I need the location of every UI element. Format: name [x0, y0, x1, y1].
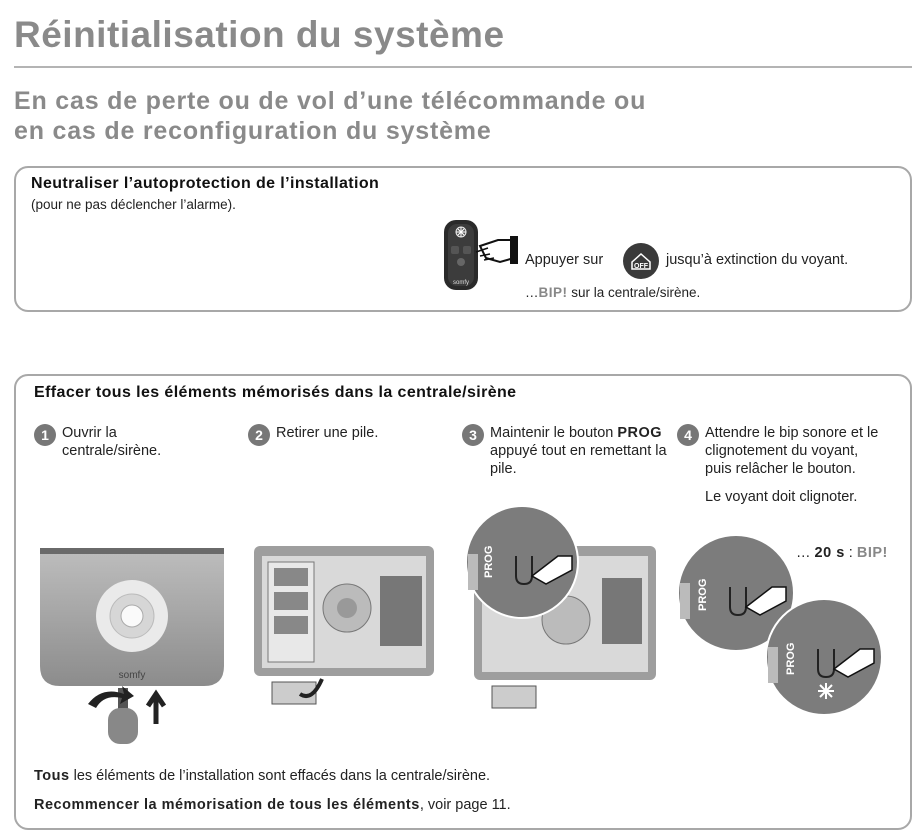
- step-2-number: 2: [248, 424, 270, 446]
- prog-press-illustration: [462, 506, 672, 721]
- step-4-number: 4: [677, 424, 699, 446]
- step-3: [462, 424, 667, 478]
- footer-line-2: [34, 797, 511, 813]
- step-4-text: Attendre le bip sonore et le clignotement du voyant, puis relâcher le bouton.: [705, 425, 879, 477]
- footer1-bold: Tous: [34, 768, 70, 784]
- step-3-pre: Maintenir le bouton: [490, 425, 614, 441]
- page-subtitle: [14, 86, 894, 146]
- timer-prefix: …: [796, 545, 815, 561]
- step-3-bold: PROG: [617, 425, 663, 441]
- timer-value: 20 s: [814, 545, 845, 561]
- page-title: Réinitialisation du système: [14, 14, 505, 55]
- bip-label: BIP!: [538, 285, 568, 300]
- device-open-illustration: [38, 546, 228, 751]
- prog-label-3: PROG: [483, 545, 495, 578]
- footer-line-1: [34, 768, 490, 784]
- step-1: [34, 424, 224, 460]
- press-before-text: Appuyer sur: [525, 252, 604, 268]
- subtitle-line-2: en cas de reconfiguration du système: [14, 117, 492, 145]
- step-3-text: [490, 424, 667, 478]
- footer1-text: les éléments de l’installation sont effacés dans la centrale/sirène.: [69, 768, 491, 784]
- off-button-label: OFF: [634, 263, 648, 270]
- subtitle-line-1: En cas de perte ou de vol d’une télécommande ou: [14, 87, 647, 115]
- remote-brand-text: somfy: [452, 280, 470, 286]
- prog-label-4b: PROG: [785, 642, 797, 675]
- section2-title: Effacer tous les éléments mémorisés dans la centrale/sirène: [34, 384, 517, 401]
- step-2-text: Retirer une pile.: [276, 425, 379, 441]
- press-instruction: [525, 252, 603, 268]
- press-after-text: jusqu’à extinction du voyant.: [666, 252, 849, 268]
- step-1-number: 1: [34, 424, 56, 446]
- device-brand-text: somfy: [118, 670, 146, 681]
- bip-line: [525, 285, 700, 300]
- step-1-text: Ouvrir la centrale/sirène.: [62, 425, 162, 459]
- step-4-note: Le voyant doit clignoter.: [705, 489, 858, 505]
- off-button-icon: [622, 242, 660, 280]
- prog-label-4a: PROG: [697, 578, 709, 611]
- step-2: [248, 424, 438, 442]
- step-4: [677, 424, 887, 506]
- section1-note: (pour ne pas déclencher l’alarme).: [31, 197, 236, 212]
- timer-bip: BIP!: [856, 545, 888, 561]
- title-divider: [14, 66, 912, 68]
- section-erase: [14, 374, 912, 830]
- step-3-number: 3: [462, 424, 484, 446]
- led-blink-icon: [818, 683, 834, 699]
- battery-removal-illustration: [252, 544, 437, 719]
- bip-prefix: …: [525, 285, 539, 300]
- footer2-bold: Recommencer la mémorisation de tous les éléments: [34, 797, 420, 813]
- remote-control-illustration: [440, 218, 520, 294]
- timer-sep: :: [844, 545, 857, 561]
- step-3-post: appuyé tout en remettant la pile.: [490, 443, 667, 477]
- bip-suffix: sur la centrale/sirène.: [567, 285, 701, 300]
- prog-blink-illustration: [676, 531, 891, 721]
- footer2-text: , voir page 11.: [419, 797, 511, 813]
- section1-title: Neutraliser l’autoprotection de l’installation: [31, 175, 380, 192]
- section-neutralize: [14, 166, 912, 312]
